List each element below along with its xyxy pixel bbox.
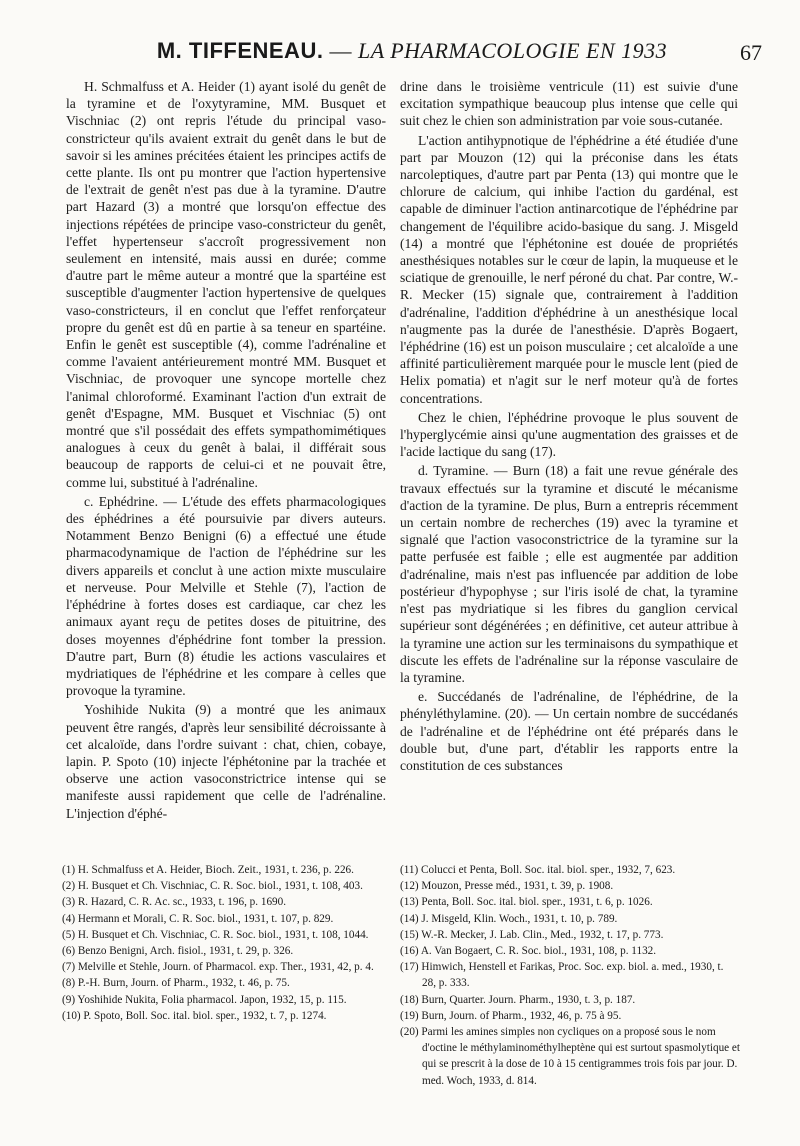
footnote: (12) Mouzon, Presse méd., 1931, t. 39, p. 1908. bbox=[400, 880, 614, 893]
paragraph: e. Succédanés de l'adrénaline, de l'éphédrine, de la phényléthylamine. (20). — Un certain nombre de succédanés de l'adrénaline et de l'éphédrine ont été préparés dans le double but, d'une part, d'établir les rapports entre la constitution de ces substances bbox=[400, 689, 738, 773]
paragraph: Chez le chien, l'éphédrine provoque le plus souvent de l'hyperglycémie ainsi qu'une augmentation des graisses et de l'acide lactique du sang (17). bbox=[400, 409, 738, 460]
paragraph: Yoshihide Nukita (9) a montré que les animaux peuvent être rangés, d'après leur sensibilité décroissante à cet alcaloïde, dans l'ordre suivant : chat, chien, cobaye, lapin. P. Spoto (10) injecte l'éphétonine par la trachée et observe une action vasoconstrictrice intense qui se manifeste aussi rapidement que celle de l'adrénaline. L'injection d'éphé- bbox=[66, 702, 386, 821]
footnote: (8) P.-H. Burn, Journ. of Pharm., 1932, t. 46, p. 75. bbox=[62, 977, 290, 990]
footnote: (1) H. Schmalfuss et A. Heider, Bioch. Zeit., 1931, t. 236, p. 226. bbox=[62, 864, 354, 876]
footnotes-left bbox=[62, 862, 380, 1024]
paragraph: H. Schmalfuss et A. Heider (1) ayant isolé du genêt de la tyramine et de l'oxytyramine, MM. Busquet et Vischniac (2) ont repris l'étude du principal vaso-constricteur qu'ils avaient extrait du genêt dans le but de savoir si les amines précitées étaient les principes actifs de cette plante. Ils ont pu montrer que l'action hypertensive de l'extrait de genêt n'est pas due à la tyramine. D'autre part Hazard (3) a montré que lorsqu'on effectue des injections répétées de principe vaso-constricteur du genêt, l'effet hypertenseur s'accroît progressivement non seulement en intensité, mais aussi en durée; comme d'autre part le même auteur a montré que la spartéine est susceptible d'augmenter l'action hypertensive de quelques vaso-constricteurs, il en conclut que l'effet renforçateur propre du genêt est dû en partie à sa teneur en spartéine. Enfin le genêt est susceptible (4), comme l'adrénaline et comme l'avaient antérieurement montré MM. Busquet et Vischniac, de provoquer une syncope mortelle chez l'animal chloroformé. Examinant l'action d'un extrait de genêt d'Espagne, MM. Busquet et Vischniac (5) ont montré que s'il possédait des effets sympathomimétiques analogues à ceux du genêt à balai, il différait sous beaucoup de rapports de celui-ci et ne pouvait être, comme lui, substitué à l'adrénaline. bbox=[66, 79, 386, 490]
header-subject: LA PHARMACOLOGIE EN 1933 bbox=[357, 38, 668, 63]
paragraph: drine dans le troisième ventricule (11) est suivie d'une excitation sympathique beaucoup plus intense que celle qui suit chez le chien son administration par voie sous-cutanée. bbox=[400, 79, 738, 129]
header-author: M. TIFFENEAU. bbox=[156, 38, 324, 63]
running-header bbox=[62, 38, 762, 72]
footnote: (15) W.-R. Mecker, J. Lab. Clin., Med., 1932, t. 17, p. 773. bbox=[400, 928, 664, 941]
footnote: (11) Colucci et Penta, Boll. Soc. ital. biol. sper., 1932, 7, 623. bbox=[400, 864, 676, 876]
left-column bbox=[66, 78, 386, 822]
paragraph: c. Ephédrine. — L'étude des effets pharmacologiques des éphédrines a été poursuivie par divers auteurs. Notamment Benzo Benigni (6) a effectué une étude pharmacodynamique de l'action de l'éphédrine sur les divers appareils et conclut à une action mixte musculaire et nerveuse. Pour Melville et Stehle (7), l'action de l'éphédrine à fortes doses est cardiaque, car chez les animaux ayant reçu de petites doses de pituitrine, des doses moyennes d'éphédrine font tomber la pression. D'autre part, Burn (8) étudie les actions vasculaires et mydriatiques de l'éphédrine et les compare à celles que provoque la tyramine. bbox=[66, 493, 386, 699]
footnote: (18) Burn, Quarter. Journ. Pharm., 1930, t. 3, p. 187. bbox=[400, 993, 636, 1006]
header-dash: — bbox=[323, 38, 358, 63]
paragraph: L'action antihypnotique de l'éphédrine a été étudiée d'une part par Mouzon (12) qui la préconise dans les états narcoleptiques, d'autre part par Penta (13) qui montre que le chlorure de calcium, qui inhibe l'action du gardénal, est capable de diminuer l'action antinarcotique de l'éphédrine par changement de l'équilibre acido-basique du sang. J. Misgeld (14) a montré que l'éphétonine est douée de propriétés anesthésiques notables sur le cœur de lapin, la muqueuse et le sciatique de grenouille, le nerf péroné du chat. Par contre, W.-R. Mecker (15) signale que, contrairement à l'addition d'adrénaline, l'addition d'éphédrine à un anesthésique local n'augmente pas la durée de l'anesthésie. D'après Bogaert, l'éphédrine (16) est un poison musculaire ; cet alcaloïde a une affinité particulièrement marquée pour le muscle lent (pied de Helix pomatia) et n'agit sur le nerf moteur qu'à de fortes concentrations. bbox=[400, 132, 738, 406]
footnote: (16) A. Van Bogaert, C. R. Soc. biol., 1931, 108, p. 1132. bbox=[400, 945, 657, 958]
page-number: 67 bbox=[740, 40, 762, 65]
footnote: (7) Melville et Stehle, Journ. of Pharmacol. exp. Ther., 1931, 42, p. 4. bbox=[62, 961, 374, 974]
footnote: (17) Himwich, Henstell et Farikas, Proc. Soc. exp. biol. a. med., 1930, t. 28, p. 333. bbox=[400, 961, 724, 990]
footnote: (19) Burn, Journ. of Pharm., 1932, 46, p. 75 à 95. bbox=[400, 1009, 622, 1022]
running-title bbox=[62, 38, 762, 64]
footnote: (13) Penta, Boll. Soc. ital. biol. sper., 1931, t. 6, p. 1026. bbox=[400, 896, 653, 909]
footnote: (20) Parmi les amines simples non cycliques on a proposé sous le nom d'octine le méthylaminométhylheptène qui est surtout spasmolytique et qui se prescrit à la dose de 10 à 15 centigrammes trois fois par jour. D. med. Woch, 1933, d. 814. bbox=[400, 1026, 740, 1087]
right-column bbox=[400, 78, 738, 774]
footnote: (5) H. Busquet et Ch. Vischniac, C. R. Soc. biol., 1931, t. 108, 1044. bbox=[62, 928, 369, 941]
footnote: (3) R. Hazard, C. R. Ac. sc., 1933, t. 196, p. 1690. bbox=[62, 896, 287, 909]
footnote: (2) H. Busquet et Ch. Vischniac, C. R. Soc. biol., 1931, t. 108, 403. bbox=[62, 880, 363, 893]
footnote: (4) Hermann et Morali, C. R. Soc. biol., 1931, t. 107, p. 829. bbox=[62, 912, 334, 925]
footnote: (10) P. Spoto, Boll. Soc. ital. biol. sper., 1932, t. 7, p. 1274. bbox=[62, 1009, 327, 1022]
footnote: (14) J. Misgeld, Klin. Woch., 1931, t. 10, p. 789. bbox=[400, 912, 618, 925]
footnote: (6) Benzo Benigni, Arch. fisiol., 1931, t. 29, p. 326. bbox=[62, 945, 294, 958]
footnote: (9) Yoshihide Nukita, Folia pharmacol. Japon, 1932, 15, p. 115. bbox=[62, 993, 347, 1006]
footnotes-right bbox=[400, 862, 740, 1089]
paragraph: d. Tyramine. — Burn (18) a fait une revue générale des travaux effectués sur la tyramine et discuté le mécanisme d'action de la tyramine. De plus, Burn a entrepris récemment un certain nombre de recherches (19) avec la tyramine et signalé que l'action vasoconstrictrice de la tyramine sur la patte perfusée est faible ; elle est augmentée par addition d'adrénaline, mais n'est pas influencée par addition de lobe postérieur d'hypophyse ; sur l'iris isolé de chat, la tyramine n'est pas mydriatique si les fibres du ganglion cervical supérieur sont dégénérées ; en définitive, cet auteur attribue à la tyramine une action sur les terminaisons du sympathique et discute les effets de l'adrénaline sur la réponse vasculaire de la tyramine. bbox=[400, 463, 738, 685]
